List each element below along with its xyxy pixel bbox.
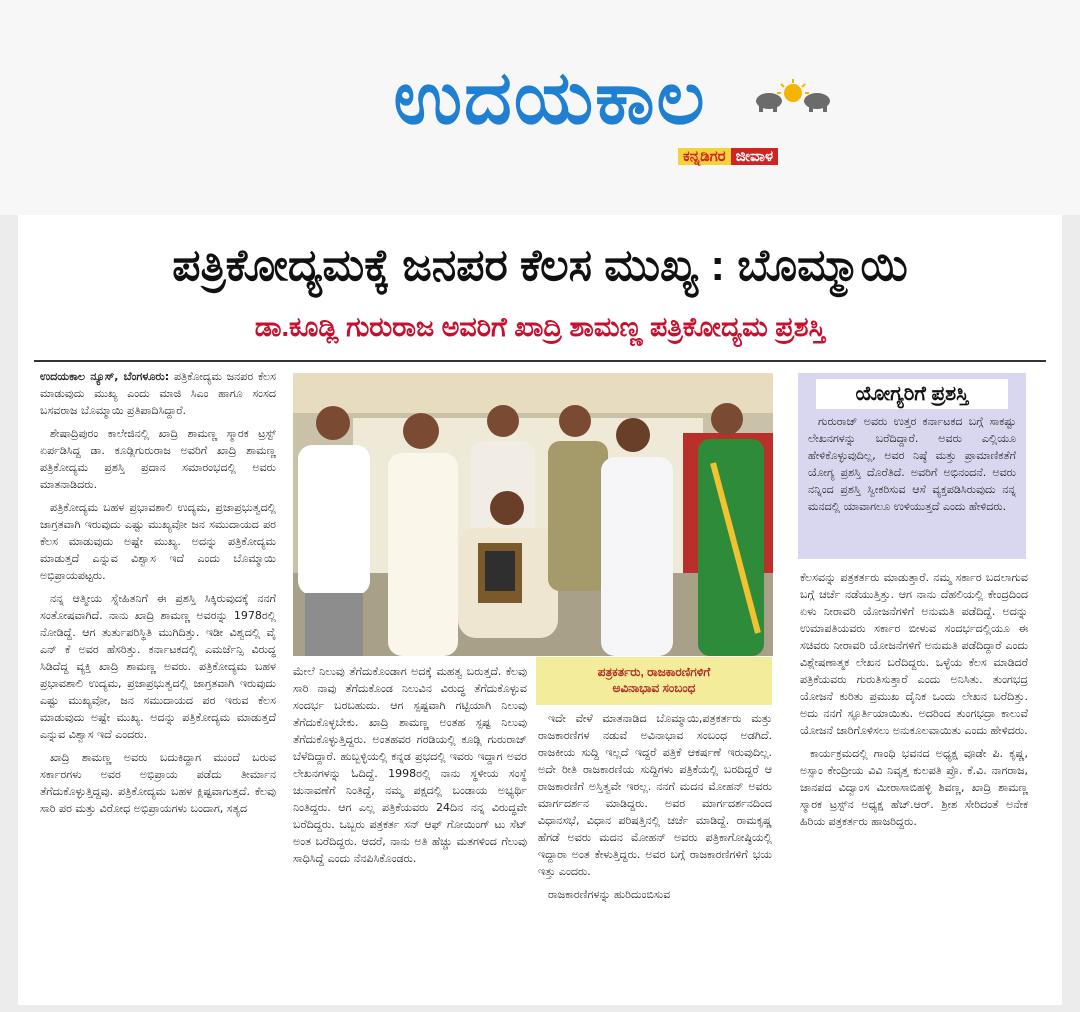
sidebar-box <box>798 373 1026 559</box>
col3-paragraph: ರಾಜಕಾರಣಿಗಳನ್ನು ಹುರಿದುಂಬಿಸುವ <box>548 888 671 901</box>
article-column-1 <box>40 368 276 983</box>
inset-heading <box>536 657 772 705</box>
inset-heading-line-2: ಅವಿನಾಭಾವ ಸಂಬಂಧ <box>612 681 696 695</box>
masthead-title: ಉದಯಕಾಲ <box>393 56 707 139</box>
masthead <box>250 55 850 145</box>
article-headline: ಪತ್ರಿಕೋದ್ಯಮಕ್ಕೆ ಜನಪರ ಕೆಲಸ ಮುಖ್ಯ : ಬೊಮ್ಮಾಯಿ <box>172 241 908 290</box>
col4-paragraph: ಕೆಲಸವನ್ನು ಪತ್ರಕರ್ತರು ಮಾಡುತ್ತಾರೆ. ನಮ್ಮ ಸರ್ಕಾರ ಬದಲಾಗುವ ಬಗ್ಗೆ ಚರ್ಚೆ ನಡೆಯುತ್ತಿತ್ತು. ಆಗ ನಾನು ದೆಹಲಿಯಲ್ಲಿ ಕೇಂದ್ರದಿಂದ ಏಳು ನೀರಾವರಿ ಯೋಜನೆಗಳಿಗೆ ಅನುಮತಿ ಪಡೆದಿದ್ದೆ. ಅದನ್ನು ಉಮಾಪತಿಯವರು ಸರ್ಕಾರ ಬೀಳುವ ಸಂದರ್ಭದಲ್ಲಿಯೂ ಈ ಸಚಿವರು ನೀರಾವರಿ ಯೋಜನೆಗಳಿಗೆ ಅನುಮತಿ ಪಡೆದಿದ್ದಾರೆ ಎಂದು ವಿಶ್ಲೇಷಣಾತ್ಮಕ ಲೇಖನ ಬರೆದಿದ್ದರು. ಒಳ್ಳೆಯ ಕೆಲಸ ಮಾಡಿದರೆ ಪತ್ರಿಕೆಯವರು ಗುರುತಿಸುತ್ತಾರೆ ಎಂದು ಅನಿಸಿತು. ತುಂಗಭದ್ರ ಯೋಜನೆ ಕುರಿತು ಪ್ರಮುಖ ದೈನಿಕ ಒಂದು ಲೇಖನ ಬರೆದಿತ್ತು. ಅದು ನನಗೆ ಸ್ಫೂರ್ತಿಯಾಯಿತು. ಅದರಿಂದ ತುಂಗಭದ್ರಾ ಕಾಲುವೆ ಯೋಜನೆ ಜಾರಿಗೊಳಿಸಲು ಅನುಕೂಲವಾಯಿತು ಎಂದು ಹೇಳಿದರು. <box>800 571 1028 737</box>
sidebar-body <box>808 413 1016 515</box>
col1-paragraph: ಶೇಷಾದ್ರಿಪುರಂ ಕಾಲೇಜಿನಲ್ಲಿ ಖಾದ್ರಿ ಶಾಮಣ್ಣ ಸ್ಮಾರಕ ಟ್ರಸ್ಟ್ ಏರ್ಪಡಿಸಿದ್ದ ಡಾ. ಕೂಡ್ಲಿಗುರುರಾಜ ಅವರಿಗೆ ಖಾದ್ರಿ ಶಾಮಣ್ಣ ಪತ್ರಿಕೋದ್ಯಮ ಪ್ರಶಸ್ತಿ ಪ್ರದಾನ ಸಮಾರಂಭದಲ್ಲಿ ಅವರು ಮಾತನಾಡಿದರು. <box>40 427 276 491</box>
article-byline: ಉದಯಕಾಲ ನ್ಯೂಸ್, ಬೆಂಗಳೂರು: <box>40 370 170 383</box>
col1-paragraph: ಪತ್ರಿಕೋದ್ಯಮ ಬಹಳ ಪ್ರಭಾವಶಾಲಿ ಉದ್ಯಮ, ಪ್ರಜಾಪ್ರಭುತ್ವದಲ್ಲಿ ಜಾಗ್ರತವಾಗಿ ಇರುವುದು ಎಷ್ಟು ಮುಖ್ಯವೋ ಜನ ಸಮುದಾಯದ ಪರ ಕೆಲಸ ಮಾಡುವುದು ಅಷ್ಟೇ ಮುಖ್ಯ. ಅದನ್ನು ಪತ್ರಿಕೋದ್ಯಮ ಮಾಡುತ್ತದೆ ಎನ್ನುವ ವಿಶ್ವಾಸ ಇದೆ ಎಂದು ಬೊಮ್ಮಾಯಿ ಅಭಿಪ್ರಾಯಪಟ್ಟರು. <box>40 501 276 582</box>
col1-paragraph: ಪತ್ರಿಕೋದ್ಯಮ ಜನಪರ ಕೆಲಸ ಮಾಡುವುದು ಮುಖ್ಯ ಎಂದು ಮಾಜಿ ಸಿಎಂ ಹಾಗೂ ಸಂಸದ ಬಸವರಾಜ ಬೊಮ್ಮಾಯಿ ಪ್ರತಿಪಾದಿಸಿದ್ದಾರೆ. <box>40 370 276 417</box>
headline-divider <box>34 360 1046 362</box>
col1-paragraph: ಖಾದ್ರಿ ಶಾಮಣ್ಣ ಅವರು ಬದುಕಿದ್ದಾಗ ಮುಂದೆ ಬರುವ ಸರ್ಕಾರಗಳು ಅವರ ಅಭಿಪ್ರಾಯ ಪಡೆದು ತೀರ್ಮಾನ ತೆಗೆದುಕೊಳ್ಳುತ್ತಿದ್ದವು. ಪತ್ರಿಕೋದ್ಯಮ ಬಹಳ ಕ್ಲಿಷ್ಟವಾಗುತ್ತದೆ. ಕೆಲವು ಸಾರಿ ಪರ ಮತ್ತು ವಿರೋಧ ಅಭಿಪ್ರಾಯಗಳು ಬಂದಾಗ, ಸತ್ಯದ <box>40 751 276 815</box>
tagline-part-1: ಕನ್ನಡಿಗರ <box>678 148 731 165</box>
masthead-tagline <box>678 146 778 168</box>
col3-paragraph: ಇದೇ ವೇಳೆ ಮಾತನಾಡಿದ ಬೊಮ್ಮಾಯಿ,ಪತ್ರಕರ್ತರು ಮತ್ತು ರಾಜಕಾರಣಿಗಳ ನಡುವೆ ಅವಿನಾಭಾವ ಸಂಬಂಧ ಅಡಗಿದೆ. ರಾಜಕೀಯ ಸುದ್ದಿ ಇಲ್ಲದೆ ಇದ್ದರೆ ಪತ್ರಿಕೆ ಆಕರ್ಷಣೆ ಇರುವುದಿಲ್ಲ. ಅದೇ ರೀತಿ ರಾಜಕಾರಣಿಯ ಸುದ್ದಿಗಳು ಪತ್ರಿಕೆಯಲ್ಲಿ ಬರದಿದ್ದರೆ ಆ ರಾಜಕಾರಣಿಗೆ ಅಸ್ತಿತ್ವವೇ ಇರಲ್ಲ. ನನಗೆ ಮದನ ಮೋಹನ್ ಅವರು ಮಾರ್ಗದರ್ಶನ ಮಾಡಿದ್ದರು. ಅವರ ಮಾರ್ಗದರ್ಶನದಿಂದ ವಿಧಾನಸಭೆ, ವಿಧಾನ ಪರಿಷತ್ತಿನಲ್ಲಿ ಚರ್ಚೆ ಮಾಡಿದ್ದೆ. ರಾಮಕೃಷ್ಣ ಹೆಗಡೆ ಅವರು ಮದನ ಮೋಹನ್ ಅವರು ಪತ್ರಿಕಾಗೋಷ್ಠಿಯಲ್ಲಿ ಇದ್ದಾರಾ ಅಂತ ಕೇಳುತ್ತಿದ್ದರು. ಅವರ ಬಗ್ಗೆ ರಾಜಕಾರಣಿಗಳಿಗೆ ಭಯ ಇತ್ತು ಎಂದರು. <box>538 712 772 878</box>
col1-paragraph: ನನ್ನ ಆತ್ಮೀಯ ಸ್ನೇಹಿತನಿಗೆ ಈ ಪ್ರಶಸ್ತಿ ಸಿಕ್ಕಿರುವುದಕ್ಕೆ ನನಗೆ ಸಂತೋಷವಾಗಿದೆ. ನಾನು ಖಾದ್ರಿ ಶಾಮಣ್ಣ ಅವರನ್ನು 1978ರಲ್ಲಿ ನೋಡಿದ್ದೆ. ಆಗ ತುರ್ತುಪರಿಸ್ಥಿತಿ ಮುಗಿದಿತ್ತು. ಇಡೀ ವಿಶ್ವದಲ್ಲಿ ವೈ ಎನ್ ಕೆ ಅವರ ಹೆಸರಿತ್ತು. ಕರ್ನಾಟಕದಲ್ಲಿ ಎಮರ್ಜೆನ್ಸಿ ವಿರುದ್ಧ ಸಿಡಿದೆದ್ದ ವ್ಯಕ್ತಿ ಖಾದ್ರಿ ಶಾಮಣ್ಣ ಅವರು. ಪತ್ರಿಕೋದ್ಯಮ ಬಹಳ ಪ್ರಭಾವಶಾಲಿ ಉದ್ಯಮ, ಪ್ರಜಾಪ್ರಭುತ್ವದಲ್ಲಿ ಜಾಗ್ರತವಾಗಿ ಇರುವುದು ಎಷ್ಟು ಮುಖ್ಯವೋ, ಜನ ಸಮುದಾಯದ ಪರ ಇರುವ ಕೆಲಸ ಮಾಡುವುದು ಅಷ್ಟೇ ಮುಖ್ಯ. ಅದನ್ನು ಪತ್ರಿಕೋದ್ಯಮ ಮಾಡುತ್ತದೆ ಎನ್ನುವ ವಿಶ್ವಾಸ ಇದೆ ಎಂದರು. <box>40 592 276 741</box>
article-clipping <box>18 215 1062 1005</box>
article-subheadline: ಡಾ.ಕೂಡ್ಲಿ ಗುರುರಾಜ ಅವರಿಗೆ ಖಾದ್ರಿ ಶಾಮಣ್ಣ ಪತ್ರಿಕೋದ್ಯಮ ಪ್ರಶಸ್ತಿ <box>254 312 826 342</box>
article-column-2 <box>293 663 527 983</box>
elephants-sun-emblem-icon <box>755 79 831 113</box>
inset-heading-line-1: ಪತ್ರಕರ್ತರು, ರಾಜಕಾರಣಿಗಳಿಗೆ <box>597 665 711 679</box>
col2-paragraph: ಮೇಲೆ ನಿಲುವು ತೆಗೆದುಕೊಂಡಾಗ ಅದಕ್ಕೆ ಮಹತ್ವ ಬರುತ್ತದೆ. ಕೆಲವು ಸಾರಿ ನಾವು ತೆಗೆದುಕೊಂಡ ನಿಲುವಿನ ವಿರುದ್ಧ ತೆಗೆದುಕೊಳ್ಳುವ ಸಂದರ್ಭ ಬರಬಹುದು. ಆಗ ಸ್ಪಷ್ಟವಾಗಿ ಗಟ್ಟಿಯಾಗಿ ನಿಲುವು ತೆಗೆದುಕೊಳ್ಳಬೇಕು. ಖಾದ್ರಿ ಶಾಮಣ್ಣ ಅಂತಹ ಸ್ಪಷ್ಟ ನಿಲುವು ತೆಗೆದುಕೊಳ್ಳುತ್ತಿದ್ದರು. ಅಂತಹವರ ಗರಡಿಯಲ್ಲಿ ಕೂಡ್ಲಿ ಗುರುರಾಜ್ ಬೆಳೆದಿದ್ದಾರೆ. ಹುಬ್ಬಳ್ಳಿಯಲ್ಲಿ ಕನ್ನಡ ಪ್ರಭದಲ್ಲಿ ಇವರು ಇದ್ದಾಗ ಅವರ ಲೇಖನಗಳನ್ನು ಓದಿದ್ದೆ. 1998ರಲ್ಲಿ ನಾನು ಸ್ಥಳೀಯ ಸಂಸ್ಥೆ ಚುನಾವಣೆಗೆ ನಿಂತಿದ್ದೆ, ನಮ್ಮ ಪಕ್ಷದಲ್ಲಿ ಬಂಡಾಯ ಅಭ್ಯರ್ಥಿ ನಿಂತಿದ್ದರು. ಆಗ ಎಲ್ಲ ಪತ್ರಿಕೆಯವರು 24ದಿನ ನನ್ನ ವಿರುದ್ಧವೇ ಬರೆದಿದ್ದರು. ಒಬ್ಬರು ಪತ್ರಕರ್ತ ಸನ್ ಆಫ್ ಗೋಯಿಂಗ್ ಟು ಸೆಟ್ ಅಂತ ಬರೆದಿದ್ದರು. ಆದರೆ, ನಾನು ಅತಿ ಹೆಚ್ಚು ಮತಗಳಿಂದ ಗೆಲುವು ಸಾಧಿಸಿದ್ದೆ ಎಂದು ನೆನಪಿಸಿಕೊಂಡರು. <box>293 665 527 865</box>
article-column-4 <box>800 569 1028 983</box>
col4-paragraph: ಕಾರ್ಯಕ್ರಮದಲ್ಲಿ ಗಾಂಧಿ ಭವನದ ಅಧ್ಯಕ್ಷ ವೂಡೇ ಪಿ. ಕೃಷ್ಣ, ಅಸ್ಸಾಂ ಕೇಂದ್ರೀಯ ವಿವಿ ನಿವೃತ್ತ ಕುಲಪತಿ ಪ್ರೊ. ಕೆ.ವಿ. ನಾಗರಾಜ, ಜಾನಪದ ವಿದ್ವಾಂಸ ಮೀರಾಸಾಬಿಹಳ್ಳಿ ಶಿವಣ್ಣ, ಖಾದ್ರಿ ಶಾಮಣ್ಣ ಸ್ಮಾರಕ ಟ್ರಸ್ಟ್‌ನ ಅಧ್ಯಕ್ಷ ಹೆಚ್.ಆರ್. ಶ್ರೀಶ ಸೇರಿದಂತೆ ಅನೇಕ ಹಿರಿಯ ಪತ್ರಕರ್ತರು ಹಾಜರಿದ್ದರು. <box>800 747 1028 828</box>
article-column-3 <box>538 710 772 983</box>
sidebar-paragraph: ಗುರುರಾಜ್ ಅವರು ಉತ್ತರ ಕರ್ನಾಟಕದ ಬಗ್ಗೆ ಸಾಕಷ್ಟು ಲೇಖನಗಳನ್ನು ಬರೆದಿದ್ದಾರೆ. ಅವರು ಎಲ್ಲಿಯೂ ಹೇಳಿಕೊಳ್ಳುವುದಿಲ್ಲ, ಅವರ ನಿಷ್ಠೆ ಮತ್ತು ಪ್ರಾಮಾಣಿಕತೆಗೆ ಯೋಗ್ಯ ಪ್ರಶಸ್ತಿ ದೊರೆತಿದೆ. ಅವರಿಗೆ ಅಭಿನಂದನೆ. ಅವರು ನನ್ನಿಂದ ಪ್ರಶಸ್ತಿ ಸ್ವೀಕರಿಸುವ ಆಸೆ ವ್ಯಕ್ತಪಡಿಸಿರುವುದು ನನ್ನ ಮನದಲ್ಲಿ ಯಾವಾಗಲೂ ಉಳಿಯುತ್ತದೆ ಎಂದು ಹೇಳಿದರು. <box>808 415 1016 513</box>
tagline-part-2: ಜೀವಾಳ <box>731 148 778 165</box>
award-ceremony-photo <box>293 373 773 656</box>
sidebar-title: ಯೋಗ್ಯರಿಗೆ ಪ್ರಶಸ್ತಿ <box>816 379 1008 409</box>
